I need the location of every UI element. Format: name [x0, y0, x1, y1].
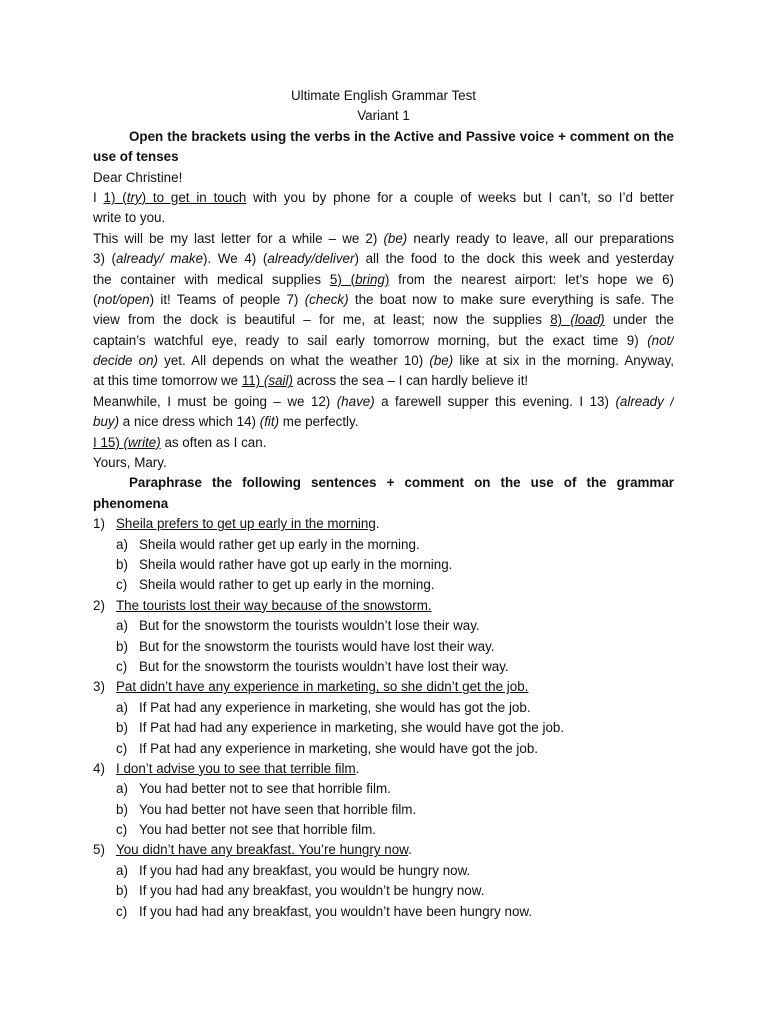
task2-sentence: 3) Pat didn’t have any experience in marketing, so she didn’t get the job.	[93, 679, 529, 695]
option-c: c) If Pat had any experience in marketing, she would have got the job.	[116, 740, 538, 756]
letter-para2-line4: (not/open) it! Teams of people 7) (check) the boat now to make sure everything is safe. The	[93, 291, 674, 307]
option-c: c) If you had had any breakfast, you wouldn’t have been hungry now.	[116, 903, 533, 919]
task2-item-2	[93, 596, 674, 678]
task2-sentence: 4) I don’t advise you to see that terrible film.	[93, 760, 360, 776]
task2-sentence: 2) The tourists lost their way because of the snowstorm.	[93, 597, 432, 613]
option-b: b) If you had had any breakfast, you wouldn’t be hungry now.	[116, 883, 485, 899]
letter-para2-line2: 3) (already/ make). We 4) (already/deliver) all the food to the dock this week and yesterday	[93, 251, 674, 267]
letter-para2-line8: at this time tomorrow we 11) (sail) across the sea – I can hardly believe it!	[93, 373, 529, 389]
option-a: a) If you had had any breakfast, you would be hungry now.	[116, 862, 471, 878]
letter-para4: I 15) (write) as often as I can.	[93, 434, 267, 450]
letter-para3-line1: Meanwhile, I must be going – we 12) (have) a farewell supper this evening. I 13) (already /	[93, 393, 674, 409]
option-a: a) Sheila would rather get up early in the morning.	[116, 536, 420, 552]
option-b: b) Sheila would rather have got up early in the morning.	[116, 556, 453, 572]
letter-para2-line6: captain’s watchful eye, ready to sail early tomorrow morning, but the exact time 9) (not/	[93, 332, 674, 348]
option-b: b) You had better not have seen that horrible film.	[116, 801, 417, 817]
document-body	[93, 86, 674, 922]
task2-heading: Paraphrase the following sentences + comment on the use of the grammar	[129, 475, 674, 491]
option-a: a) You had better not to see that horrible film.	[116, 781, 391, 797]
letter-para1-line1: I 1) (try) to get in touch with you by phone for a couple of weeks but I can’t, so I’d better	[93, 189, 674, 205]
option-a: a) If Pat had any experience in marketing, she would has got the job.	[116, 699, 531, 715]
letter-para2-line3: the container with medical supplies 5) (bring) from the nearest airport: let’s hope we 6)	[93, 271, 674, 287]
task2-item-3	[93, 677, 674, 759]
variant-label: Variant 1	[357, 108, 410, 124]
task2-sentence: 5) You didn’t have any breakfast. You’re hungry now.	[93, 842, 412, 858]
task2-item-1	[93, 514, 674, 596]
letter-para2-line5: view from the dock is beautiful – for me, at least; now the supplies 8) (load) under the	[93, 312, 674, 328]
task2-sentence: 1) Sheila prefers to get up early in the morning.	[93, 516, 380, 532]
page-title: Ultimate English Grammar Test	[290, 88, 477, 103]
task2-item-4	[93, 759, 674, 841]
option-b: b) If Pat had had any experience in marketing, she would have got the job.	[116, 720, 565, 736]
task1-heading: Open the brackets using the verbs in the Active and Passive voice + comment on the	[129, 128, 674, 144]
option-c: c) You had better not see that horrible film.	[116, 822, 376, 838]
task2-heading-cont: phenomena	[93, 495, 169, 511]
option-c: c) But for the snowstorm the tourists wouldn’t have lost their way.	[116, 658, 509, 674]
option-c: c) Sheila would rather to get up early in the morning.	[116, 577, 435, 593]
option-a: a) But for the snowstorm the tourists wouldn’t lose their way.	[116, 618, 480, 634]
letter-para1-line2: write to you.	[93, 210, 166, 226]
letter-closing: Yours, Mary.	[93, 455, 167, 471]
letter-para2-line1: This will be my last letter for a while – we 2) (be) nearly ready to leave, all our preparations	[93, 230, 674, 246]
letter-para3-line2: buy) a nice dress which 14) (fit) me perfectly.	[93, 414, 359, 430]
letter-greeting: Dear Christine!	[93, 169, 183, 185]
option-b: b) But for the snowstorm the tourists would have lost their way.	[116, 638, 495, 654]
task1-heading-cont: use of tenses	[93, 149, 179, 165]
letter-para2-line7: decide on) yet. All depends on what the weather 10) (be) like at six in the morning. Anyway,	[93, 353, 674, 369]
task2-item-5	[93, 840, 674, 922]
